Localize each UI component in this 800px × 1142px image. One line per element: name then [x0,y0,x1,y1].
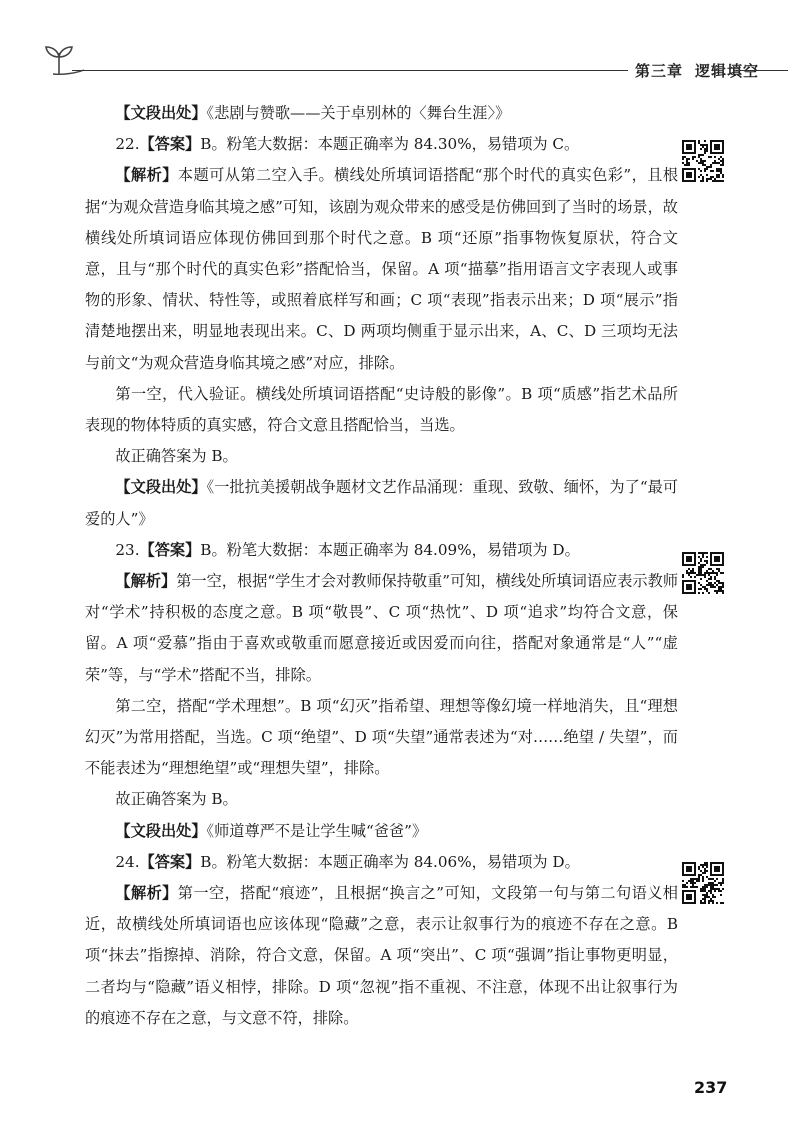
analysis-paragraph: 【解析】第一空，根据“学生才会对教师保持敬重”可知，横线处所填词语应表示教师对“学术”持积极的态度之意。B 项“敬畏”、C 项“热忱”、D 项“追求”均符合文意，保留。A 项“爱慕”指由于喜欢或敬重而愿意接近或因爱而向往，搭配对象通常是“人”“虚荣”等，与“学术”搭配不当，排除。 [85,572,679,684]
answer-tag: 【答案】 [139,135,201,154]
answer-paragraph-24: 24.【答案】B。粉笔大数据：本题正确率为 84.06%，易错项为 D。 [115,852,580,871]
answer-tag: 【答案】 [139,540,201,559]
source-tag: 【文段出处】 [115,104,207,122]
source-paragraph: 【文段出处】《悲剧与赞歌——关于卓别林的〈舞台生涯〉》 [115,104,511,122]
analysis-paragraph: 【解析】本题可从第二空入手。横线处所填词语搭配“那个时代的真实色彩”，且根据“为观众营造身临其境之感”可知，该剧为观众带来的感受是仿佛回到了当时的场景，故横线处所填词语应体现仿佛回到那个时代之意。B 项“还原”指事物恢复原状，符合文意，且与“那个时代的真实色彩”搭配恰当，保留。A 项“描摹”指用语言文字表现人或事物的形象、情状、特性等，或照着底样写和画；C 项“表现”指表示出来；D 项“展示”指清楚地摆出来，明显地表现出来。C、D 两项均侧重于显示出来，A、C、D 三项均无法与前文“为观众营造身临其境之感”对应，排除。 [85,166,679,372]
source-paragraph: 【文段出处】《一批抗美援朝战争题材文艺作品涌现：重现、致敬、缅怀，为了“最可爱的人”》 [85,478,679,528]
source-paragraph: 【文段出处】《师道尊严不是让学生喊“爸爸”》 [115,821,428,840]
text-paragraph: 第二空，搭配“学术理想”。B 项“幻灭”指希望、理想等像幻境一样地消失，且“理想幻灭”为常用搭配，当选。C 项“绝望”、D 项“失望”通常表述为“对……绝望 / 失望”，而不能表述为“理想绝望”或“理想失望”，排除。 [85,696,678,778]
header-rule [72,70,628,71]
conclusion-paragraph: 故正确答案为 B。 [115,790,238,809]
text-paragraph: 第一空，代入验证。横线处所填词语搭配“史诗般的影像”。B 项“质感”指艺术品所表现的物体特质的真实感，符合文意且搭配恰当，当选。 [85,384,678,435]
qr-code-icon [682,862,724,904]
header-rule [736,70,788,71]
page-body [85,98,678,1034]
analysis-tag: 【解析】 [115,884,178,903]
chapter-number: 第三章 [635,62,684,80]
analysis-tag: 【解析】 [115,166,178,185]
qr-code-icon [682,552,724,594]
leaf-icon [38,44,84,80]
answer-tag: 【答案】 [139,852,201,871]
source-tag: 【文段出处】 [115,821,207,840]
page-number: 237 [694,1078,728,1097]
answer-paragraph-23: 23.【答案】B。粉笔大数据：本题正确率为 84.09%，易错项为 D。 [115,540,580,559]
page-header [38,44,788,84]
qr-code-icon [682,140,724,182]
conclusion-paragraph: 故正确答案为 B。 [115,447,238,466]
source-tag: 【文段出处】 [115,478,207,497]
answer-paragraph-22: 22.【答案】B。粉笔大数据：本题正确率为 84.30%，易错项为 C。 [115,135,580,154]
chapter-title: 逻辑填空 [695,62,760,80]
analysis-tag: 【解析】 [115,572,177,591]
analysis-paragraph: 【解析】第一空，搭配“痕迹”，且根据“换言之”可知，文段第一句与第二句语义相近，故横线处所填词语也应该体现“隐藏”之意，表示让叙事行为的痕迹不存在之意。B 项“抹去”指擦掉、消除，符合文意，保留。A 项“突出”、C 项“强调”指让事物更明显，二者均与“隐藏”语义相悖，排除。D 项“忽视”指不重视、不注意，体现不出让叙事行为的痕迹不存在之意，与文意不符，排除。 [85,884,678,1027]
